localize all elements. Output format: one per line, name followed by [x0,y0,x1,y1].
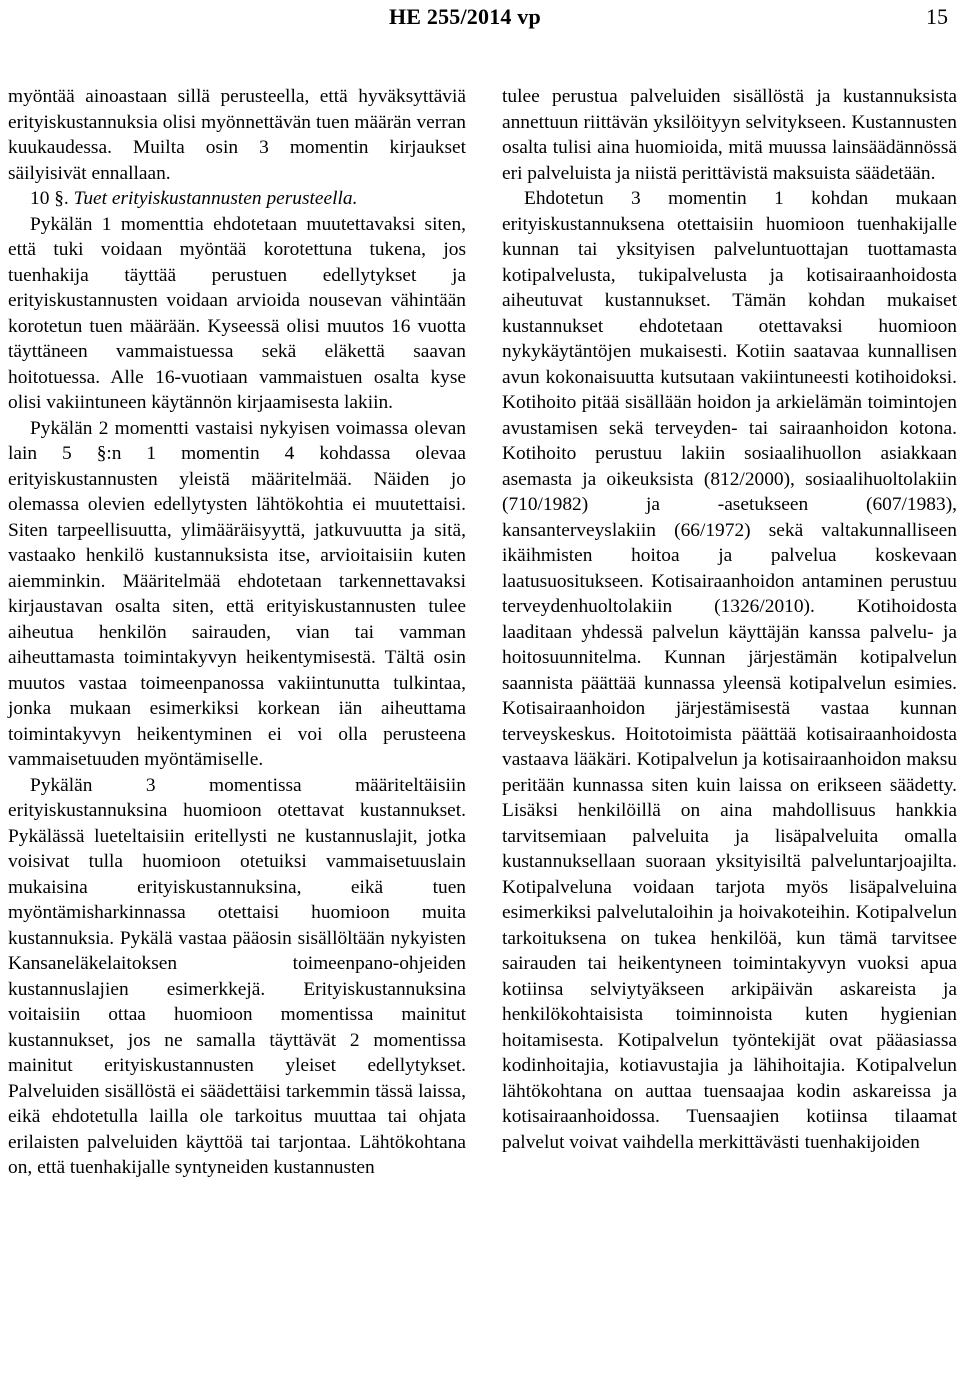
left-column [8,84,466,1181]
page-number: 15 [926,4,948,29]
page-header [0,4,960,34]
section-heading [8,186,466,212]
right-column [502,84,957,1155]
paragraph: Ehdotetun 3 momentin 1 kohdan mukaan erityiskustannuksena otettaisiin huomioon tuenhakijalle kunnan tai yksityisen palveluntuottajan tuottamasta kotipalvelusta, tukipalvelusta ja kotisairaanhoidosta aiheutuvat kustannukset. Tämän kohdan mukaiset kustannukset ehdotetaan otettavaksi huomioon nykykäytäntöjen mukaisesti. Kotiin saatavaa kunnallisen avun kokonaisuutta kutsutaan vakiintuneesti kotihoidoksi. Kotihoito pitää sisällään hoidon ja arkielämän toimintojen avustamisen sekä terveyden- tai sairaanhoidon kotona. Kotihoito perustuu lakiin sosiaalihuollon asiakkaan asemasta ja oikeuksista (812/2000), sosiaalihuoltolakiin (710/1982) ja -asetukseen (607/1983), kansanterveyslakiin (66/1972) sekä valtakunnalliseen ikäihmisten hoitoa ja palvelua koskevaan laatusuositukseen. Kotisairaanhoidon antaminen perustuu terveydenhuoltolakiin (1326/2010). Kotihoidosta laaditaan yhdessä palvelun käyttäjän kanssa palvelu- ja hoitosuunnitelma. Kunnan järjestämän kotipalvelun saannista päättää kunnassa yleensä kotipalvelun esimies. Kotisairaanhoidon järjestämisestä vastaa kunnan terveyskeskus. Hoitotoimista päättää kotisairaanhoidosta vastaava lääkäri. Kotipalvelun ja kotisairaanhoidon maksu peritään kunnassa siten kuin laissa on erikseen säädetty. Lisäksi henkilöillä on aina mahdollisuus hankkia tarvitsemiaan palveluita ja lisäpalveluita omalla kustannuksellaan suoraan yksityisiltä palveluntarjoajilta. Kotipalveluna voidaan tarjota myös lisäpalveluina esimerkiksi palvelutaloihin ja hoivakoteihin. Kotipalvelun tarkoituksena on tukea henkilöä, kun tämä tarvitsee sairauden tai heikentyneen toimintakyvyn vuoksi apua kotiinsa selviytyäkseen arkipäivän askareista ja henkilökohtaisista toiminnoista kuten hygienian hoitamisesta. Kotipalvelun työntekijät ovat pääasiassa kodinhoitajia, kotiavustajia ja lähihoitajia. Kotipalvelun lähtökohtana on auttaa tuensaajaa kodin askareissa ja kotisairaanhoidossa. Tuensaajien kotiinsa tilaamat palvelut voivat vaihdella merkittävästi tuenhakijoiden [502,188,957,1153]
section-title: Tuet erityiskustannusten perusteella. [73,188,358,209]
document-id: HE 255/2014 vp [389,4,541,29]
section-number: 10 §. [30,188,69,209]
paragraph: myöntää ainoastaan sillä perusteella, että hyväksyttäviä erityiskustannuksia olisi myönnettävän tuen määrän verran kuukaudessa. Muilta osin 3 momentin kirjaukset säilyisivät ennallaan. [8,86,466,184]
paragraph: tulee perustua palveluiden sisällöstä ja kustannuksista annettuun riittävän yksilöityyn selvitykseen. Kustannusten osalta tulisi aina huomioida, mitä muussa lainsäädännössä eri palveluista ja niistä perittävistä maksuista säädetään. [502,86,957,184]
paragraph: Pykälän 2 momentti vastaisi nykyisen voimassa olevan lain 5 §:n 1 momentin 4 kohdassa olevaa erityiskustannusten yleistä määritelmää. Näiden jo olemassa olevien edellytysten lähtökohtia ei muutettaisi. Siten tarpeellisuutta, ylimääräisyyttä, jatkuvuutta ja sitä, vastaako henkilö kustannuksista itse, arvioitaisiin kuten aiemminkin. Määritelmää ehdotetaan tarkennettavaksi kirjaustavan osalta siten, että erityiskustannusten tulee aiheutua henkilön sairauden, vian tai vamman aiheuttamasta toimintakyvyn heikentymisestä. Tältä osin muutos vastaa toimeenpanossa vakiintunutta tulkintaa, jonka mukaan esimerkiksi korkean iän aiheuttama toimintakyvyn heikentyminen ei voi olla perusteena vammaisetuuden myöntämiselle. [8,417,466,770]
paragraph: Pykälän 1 momenttia ehdotetaan muutettavaksi siten, että tuki voidaan myöntää korotettuna tukena, jos tuenhakija täyttää perustuen edellytykset ja erityiskustannusten voidaan arvioida nousevan vähintään korotetun tuen määrään. Kyseessä olisi muutos 16 vuotta täyttäneen vammaistuessa sekä eläkettä saavan hoitotuessa. Alle 16-vuotiaan vammaistuen osalta kyse olisi vakiintuneen käytännön kirjaamisesta lakiin. [8,213,466,413]
paragraph: Pykälän 3 momentissa määriteltäisiin erityiskustannuksina huomioon otettavat kustannukset. Pykälässä lueteltaisiin eritellysti ne kustannuslajit, jotka voisivat tulla huomioon otetuiksi vammaisetuuslain mukaisina erityiskustannuksina, eikä tuen myöntämisharkinnassa otettaisi huomioon muita kustannuksia. Pykälä vastaa pääosin sisällöltään nykyisten Kansaneläkelaitoksen toimeenpano-ohjeiden kustannuslajien esimerkkejä. Erityiskustannuksina voitaisiin ottaa huomioon momentissa mainitut kustannukset, jos ne samalla täyttävät 2 momentissa mainitut erityiskustannusten yleiset edellytykset. Palveluiden sisällöstä ei säädettäisi tarkemmin tässä laissa, eikä ehdotetulla lailla ole tarkoitus muuttaa tai ohjata erilaisten palveluiden käyttöä tai tarjontaa. Lähtökohtana on, että tuenhakijalle syntyneiden kustannusten [8,774,466,1178]
